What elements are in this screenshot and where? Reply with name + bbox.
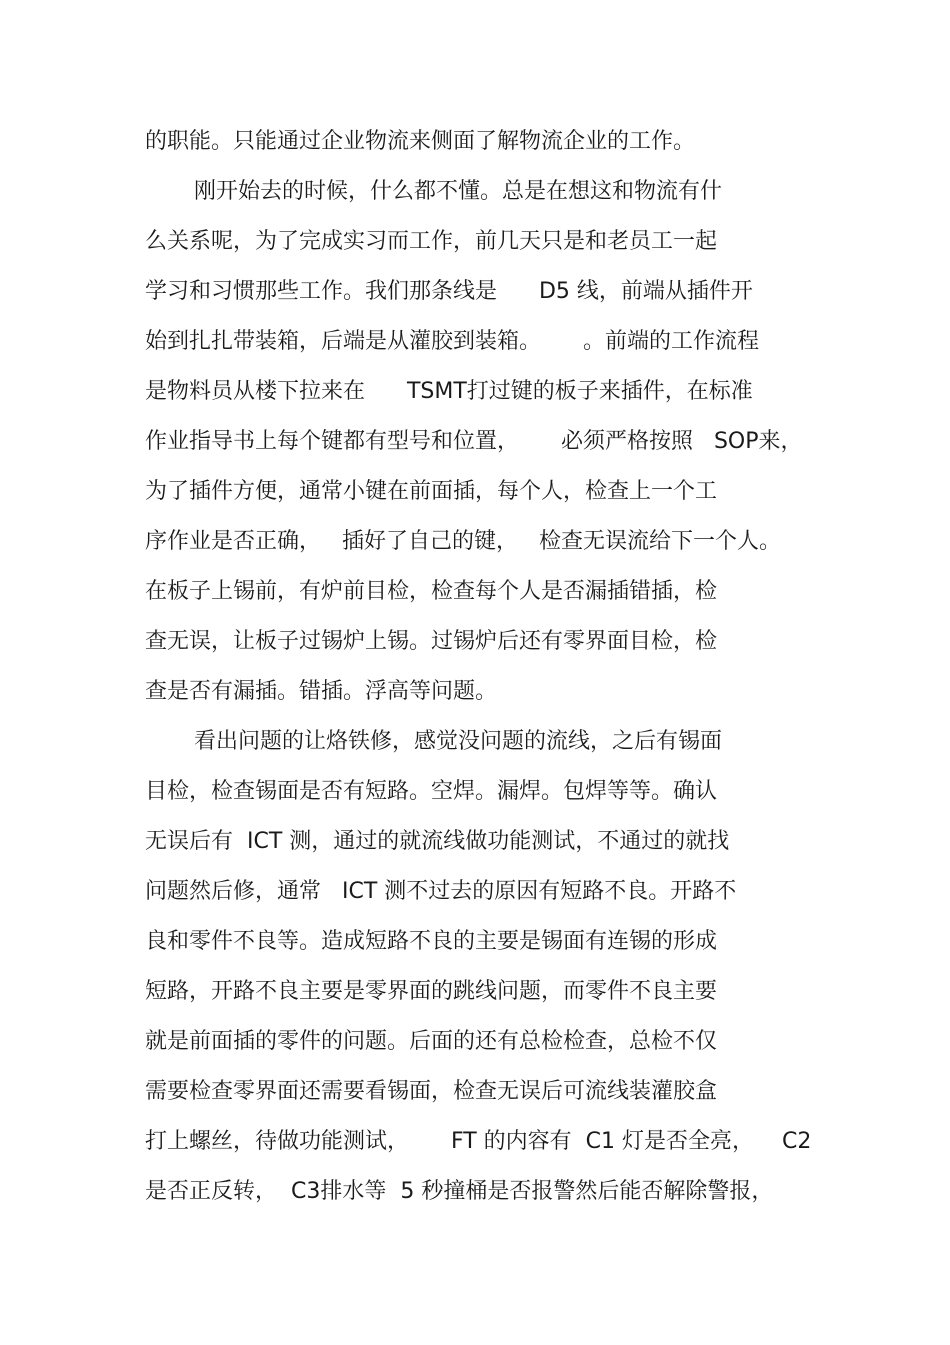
text-line: 需要检查零界面还需要看锡面，检查无误后可流线装灌胶盒 xyxy=(145,1079,718,1104)
text-line: 打上螺丝，待做功能测试， FT 的内容有 C1 灯是否全亮， C2 xyxy=(145,1129,812,1154)
text-line: 是否正反转， C3排水等 5 秒撞桶是否报警然后能否解除警报， xyxy=(145,1179,774,1204)
paragraph-first-line: 看出问题的让烙铁修，感觉没问题的流线，之后有锡面 xyxy=(194,729,723,754)
text-line: 的职能。只能通过企业物流来侧面了解物流企业的工作。 xyxy=(145,129,696,154)
text-line: 为了插件方便，通常小键在前面插，每个人，检查上一个工 xyxy=(145,479,718,504)
text-line: 么关系呢，为了完成实习而工作，前几天只是和老员工一起 xyxy=(145,229,718,254)
text-line: 问题然后修，通常 ICT 测不过去的原因有短路不良。开路不 xyxy=(145,879,737,904)
text-line: 在板子上锡前，有炉前目检，检查每个人是否漏插错插，检 xyxy=(145,579,718,604)
text-line: 序作业是否正确， 插好了自己的键， 检查无误流给下一个人。 xyxy=(145,529,781,554)
text-line: 目检，检查锡面是否有短路。空焊。漏焊。包焊等等。确认 xyxy=(145,779,718,804)
text-line: 始到扎扎带装箱，后端是从灌胶到装箱。 。前端的工作流程 xyxy=(145,329,759,354)
text-line: 查是否有漏插。错插。浮高等问题。 xyxy=(145,679,498,704)
text-line: 无误后有 ICT 测，通过的就流线做功能测试，不通过的就找 xyxy=(145,829,730,854)
paragraph-first-line: 刚开始去的时候，什么都不懂。总是在想这和物流有什 xyxy=(194,179,723,204)
text-line: 查无误，让板子过锡炉上锡。过锡炉后还有零界面目检，检 xyxy=(145,629,718,654)
text-line: 就是前面插的零件的问题。后面的还有总检检查，总检不仅 xyxy=(145,1029,718,1054)
text-line: 良和零件不良等。造成短路不良的主要是锡面有连锡的形成 xyxy=(145,929,718,954)
text-line: 短路，开路不良主要是零界面的跳线问题，而零件不良主要 xyxy=(145,979,718,1004)
text-line: 作业指导书上每个键都有型号和位置， 必须严格按照 SOP来， xyxy=(145,429,803,454)
text-line: 是物料员从楼下拉来在 TSMT打过键的板子来插件，在标准 xyxy=(145,379,753,404)
text-line: 学习和习惯那些工作。我们那条线是 D5 线，前端从插件开 xyxy=(145,279,753,304)
